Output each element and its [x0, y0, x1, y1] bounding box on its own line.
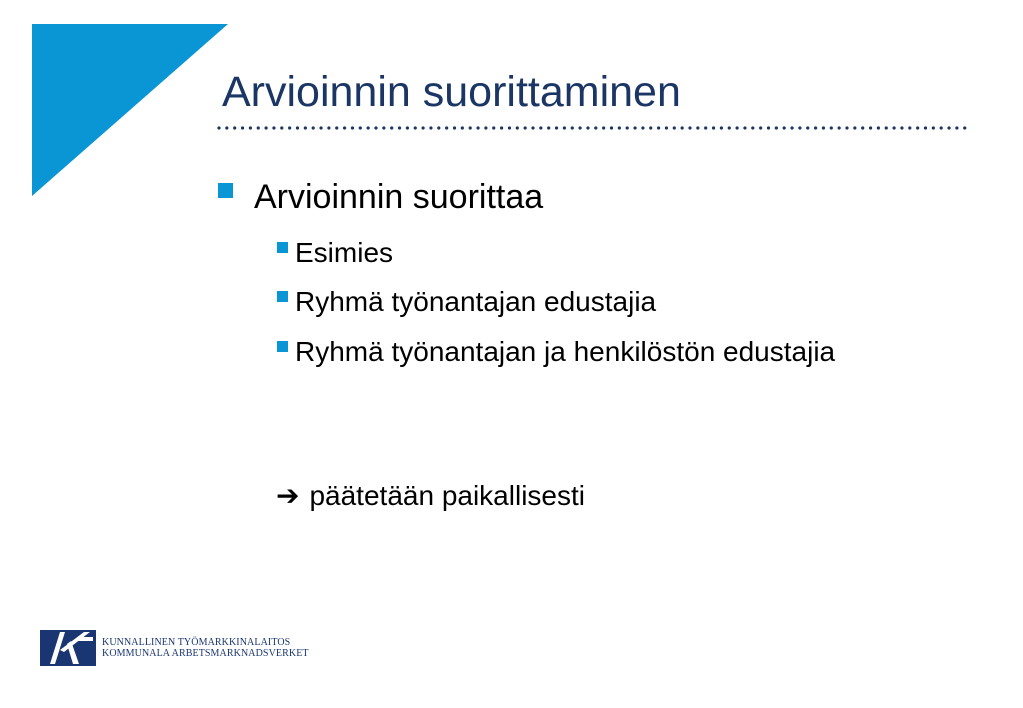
- bullet-label: Arvioinnin suorittaa: [254, 178, 544, 216]
- corner-triangle-decoration: [0, 0, 230, 200]
- slide-title: Arvioinnin suorittaminen: [222, 68, 681, 116]
- sub-bullet-label: Esimies: [295, 237, 394, 268]
- sub-bullet-esimies: [277, 235, 393, 271]
- sub-bullet-tyonantajan-edustajia: [277, 284, 656, 320]
- organization-logo: [40, 630, 309, 666]
- title-divider: [216, 124, 976, 132]
- right-arrow-icon: ➔: [276, 480, 300, 511]
- sub-bullet-label: Ryhmä työnantajan ja henkilöstön edustajia: [295, 336, 836, 367]
- square-bullet-icon: [277, 341, 288, 352]
- bullet-arvioinnin-suorittaa: [218, 176, 543, 220]
- conclusion-line: [276, 478, 585, 514]
- sub-bullet-tyonantajan-ja-henkiloston-edustajia: [277, 334, 855, 370]
- logo-line-1: KUNNALLINEN TYÖMARKKINALAITOS: [102, 637, 291, 648]
- square-bullet-icon: [277, 291, 288, 302]
- square-bullet-icon: [218, 183, 233, 198]
- logo-line-2: KOMMUNALA ARBETSMARKNADSVERKET: [102, 648, 309, 659]
- logo-text: [102, 637, 309, 659]
- kt-logo-icon: [40, 630, 96, 666]
- conclusion-text: päätetään paikallisesti: [309, 480, 585, 511]
- sub-bullet-label: Ryhmä työnantajan edustajia: [295, 286, 657, 317]
- square-bullet-icon: [277, 242, 288, 253]
